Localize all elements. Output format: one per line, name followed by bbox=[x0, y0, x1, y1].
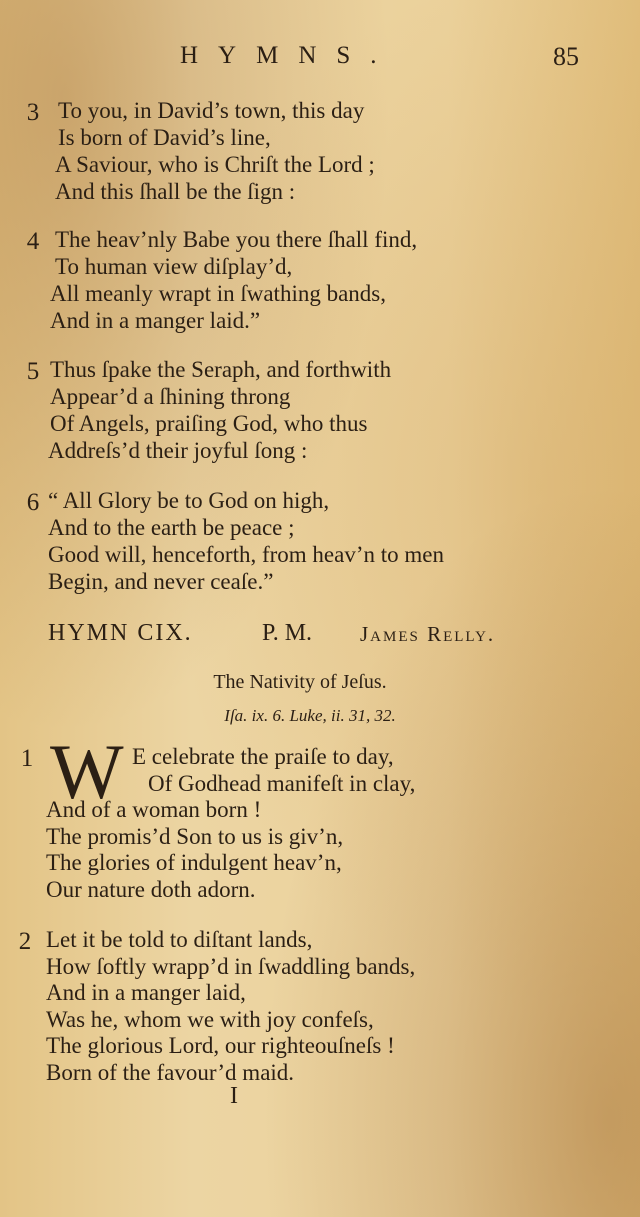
stanza-number: 4 bbox=[26, 228, 40, 255]
verse-line: All meanly wrapt in ſwathing bands, bbox=[50, 281, 386, 306]
verse-line: Let it be told to diſtant lands, bbox=[46, 927, 313, 952]
scripture-reference: Iſa. ix. 6. Luke, ii. 31, 32. bbox=[224, 706, 396, 725]
verse-line: Addreſs’d their joyful ſong : bbox=[48, 438, 308, 463]
hymn-author: James Relly. bbox=[360, 622, 496, 646]
verse-line: Of Godhead manifeſt in clay, bbox=[148, 771, 416, 796]
hymn-title: HYMN CIX. bbox=[48, 620, 193, 646]
verse-line: How ſoftly wrapp’d in ſwaddling bands, bbox=[46, 954, 416, 979]
verse-line: And to the earth be peace ; bbox=[48, 515, 295, 540]
verse-line: Born of the favour’d maid. bbox=[46, 1060, 295, 1085]
verse-line: Thus ſpake the Seraph, and forthwith bbox=[50, 357, 392, 382]
verse-line: Is born of David’s line, bbox=[58, 125, 271, 150]
stanza-number: 6 bbox=[26, 489, 40, 516]
verse-line: To you, in David’s town, this day bbox=[58, 98, 365, 123]
drop-cap: W bbox=[50, 728, 124, 815]
running-head: HYMNS. bbox=[180, 42, 397, 69]
verse-line: The glorious Lord, our righteouſneſs ! bbox=[46, 1033, 395, 1058]
verse-line: And in a manger laid, bbox=[46, 980, 246, 1005]
page-header bbox=[0, 42, 640, 82]
verse-line: Our nature doth adorn. bbox=[46, 877, 256, 902]
verse-line: And in a manger laid.” bbox=[50, 308, 261, 333]
hymn-meter: P. M. bbox=[262, 620, 313, 646]
verse-line: A Saviour, who is Chriſt the Lord ; bbox=[55, 152, 375, 177]
verse-line: And this ſhall be the ſign : bbox=[55, 179, 296, 204]
verse-line: To human view diſplay’d, bbox=[55, 254, 293, 279]
hymn-heading bbox=[0, 620, 640, 654]
stanza-number: 2 bbox=[18, 928, 32, 955]
verse-line: Of Angels, praiſing God, who thus bbox=[50, 411, 368, 436]
verse-line: “ All Glory be to God on high, bbox=[48, 488, 330, 513]
page-number: 85 bbox=[553, 42, 579, 71]
signature-mark: I bbox=[230, 1083, 238, 1109]
verse-line: The promis’d Son to us is giv’n, bbox=[46, 824, 344, 849]
stanza-number: 5 bbox=[26, 358, 40, 385]
verse-line: The glories of indulgent heav’n, bbox=[46, 850, 342, 875]
verse-line: And of a woman born ! bbox=[46, 797, 262, 822]
verse-line: Appear’d a ſhining throng bbox=[50, 384, 291, 409]
hymn-subtitle: The Nativity of Jeſus. bbox=[213, 671, 387, 693]
verse-line: E celebrate the praiſe to day, bbox=[132, 744, 394, 769]
stanza-number: 3 bbox=[26, 99, 40, 126]
verse-line: Was he, whom we with joy confeſs, bbox=[46, 1007, 374, 1032]
verse-line: Good will, henceforth, from heav’n to men bbox=[48, 542, 444, 567]
verse-line: Begin, and never ceaſe.” bbox=[48, 569, 274, 594]
verse-line: The heav’nly Babe you there ſhall find, bbox=[55, 227, 418, 252]
stanza-number: 1 bbox=[20, 745, 34, 772]
